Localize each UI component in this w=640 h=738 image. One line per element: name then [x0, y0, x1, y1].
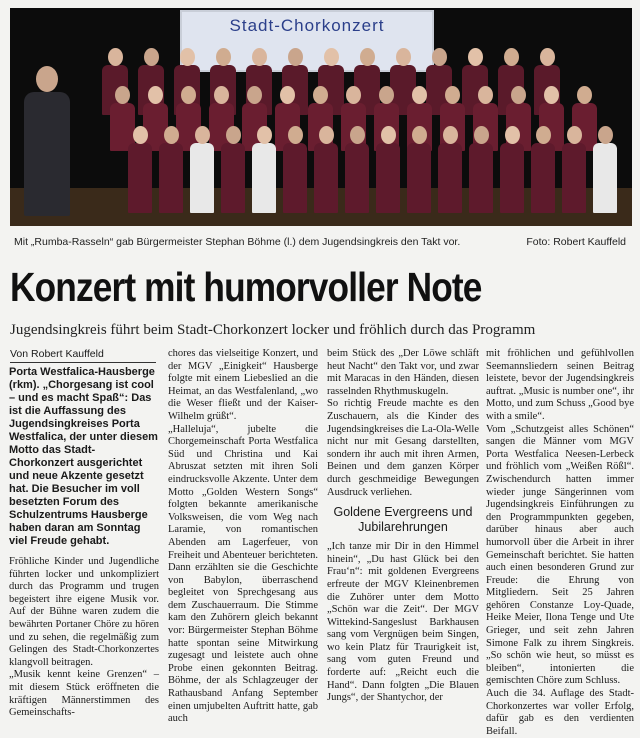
- article-paragraph: „Halleluja“, jubelte die Chorgemeinschaft Porta Westfalica Süd und Christina und Kai Abruszat setzten mit ihren Soli eindrucksvolle Akzente. Unter dem Motto „Golden Western Songs“ folgten bekannte amerikanische Volksweisen, die vom Weg nach Laramie, von romantischen Abenden am Lagerfeuer, von Freiheit und Abenteuer berichteten. Dann erzählten sie die Geschichte von Babylon, überraschend begleitet von Sprechgesang aus dem Zuschauerraum. Die Stimme kam den Zuhörern gleich bekannt vor: Bürgermeister Stephan Böhme hatte spontan seine Mitwirkung zugesagt und leistete auch ohne Probe einen gekonnten Beitrag. Böhme, der als Schlagzeuger der Rathausband Anfang September einen umjubelten Auftritt hatte, gab auch: [168, 423, 318, 725]
- author-rule: [10, 362, 156, 363]
- article-subheading: Goldene Evergreens und Jubilarehrungen: [333, 505, 473, 535]
- article-lead: Porta Westfalica-Hausberge (rkm). „Chorgesang ist cool – und es macht Spaß“: Das ist die Auffassung des Jugendsingkreises Porta Westfalica, der unter diesem Motto das Stadt-Chorkonzert ausgerichtet und neue Akzente gesetzt hat. Die Besucher im voll besetzten Forum des Schulzentrums Hausberge haben daran am Sonntag viel Freude gehabt.: [9, 366, 158, 547]
- article-paragraph: Fröhliche Kinder und Jugendliche führten locker und unkompliziert durch das Programm und trugen begeistert ihre eigene Musik vor. Auf der Bühne waren zudem die bewährten Portaner Chöre zu hören und zu sehen, die regelmäßig zum Gelingen des Stadt-Chorkonzertes klangvoll beitragen.: [9, 556, 159, 668]
- article-column-4: [486, 348, 634, 738]
- photo-credit: Foto: Robert Kauffeld: [526, 236, 626, 248]
- article-paragraph: beim Stück des „Der Löwe schläft heut Nacht“ den Takt vor, und zwar mit Maracas in den Händen, diesen rasselnden Rhythmuskugeln.: [327, 348, 479, 397]
- photo-caption: Mit „Rumba-Rasseln“ gab Bürgermeister Stephan Böhme (l.) dem Jugendsingkreis den Takt vor.: [14, 236, 461, 248]
- article-paragraph: So richtig Freude machte es den Zuschauern, als die Kinder des Jugendsingkreises die La-Ola-Welle nicht nur mit Gesang darstellten, sondern ihr auch mit ihren Armen, Beinen und dem ganzen Körper durch geschmeidige Bewegungen Ausdruck verliehen.: [327, 398, 479, 498]
- article-headline: Konzert mit humorvoller Note: [10, 264, 482, 310]
- article-column-3: [327, 348, 479, 705]
- article-author: Von Robert Kauffeld: [10, 348, 104, 360]
- conductor-figure: [22, 66, 72, 216]
- article-subhead: Jugendsingkreis führt beim Stadt-Chorkonzert locker und fröhlich durch das Programm: [10, 322, 536, 338]
- choir-photo: [10, 8, 632, 226]
- banner-text: Stadt-Chorkonzert: [229, 16, 385, 35]
- article-column-1: [9, 366, 159, 720]
- article-paragraph: Auch die 34. Auflage des Stadt-Chorkonzertes war voller Erfolg, dafür gab es den verdienten Beifall.: [486, 688, 634, 737]
- article-column-2: [168, 348, 318, 726]
- article-paragraph: chores das vielseitige Konzert, und der MGV „Einigkeit“ Hausberge folgte mit einem Liebeslied an die Heimat, an das Westfalenland, „wo die Weser fließt und der Kaiser-Wilhelm grüßt“.: [168, 348, 318, 422]
- article-paragraph: mit fröhlichen und gefühlvollen Seemannsliedern seinen Beitrag leistete, bevor der Jugendsingkreis auftrat. „Music is number one“, ihr Motto, und zum Schuss „Good bye with a smile“.: [486, 348, 634, 422]
- article-paragraph: „Ich tanze mir Dir in den Himmel hinein“, „Du hast Glück bei den Frau‘n“: mit goldenen Evergreens erfreute der MGV Kleinenbremen die Zuhörer unter dem Motto „Schön war die Zeit“. Der MGV Wittekind-Sangeslust Barkhausen sang vom Vergnügen beim Singen, wo kein Platz für Traurigkeit ist, sang vom guten Freund und forderte auf: „Reicht euch die Hand“. Dann folgten „Die Blauen Jungs“, der Shantychor, der: [327, 541, 479, 704]
- article-paragraph: Vom „Schutzgeist alles Schönen“ sangen die Männer vom MGV Porta Westfalica Neesen-Lerbeck und fröhlich vom „Weißen Rößl“. Zwischendurch hatten immer wieder junge Sängerinnen vom Jugendsingkreis Einführungen zu den Programmpunkten gegeben, darüber hinaus aber auch humorvoll über die Arbeit in ihrer Gemeinschaft berichtet. Sie hatten auch einen besonderen Grund zur Freude: die Ehrung von Mitgliedern. Seit 25 Jahren gehören Constanze Loy-Quade, Heike Meier, Ilona Tenge und Ute Grieger, und seit zehn Jahren Simone Falk zu ihrem Singkreis. „So schön wie heut, so müsst es bleiben“, intonierten die gemischten Chöre zum Schluss.: [486, 423, 634, 687]
- article-paragraph: „Musik kennt keine Grenzen“ – mit diesem Stück eröffneten die kräftigen Männerstimmen des Gemeinschafts-: [9, 669, 159, 719]
